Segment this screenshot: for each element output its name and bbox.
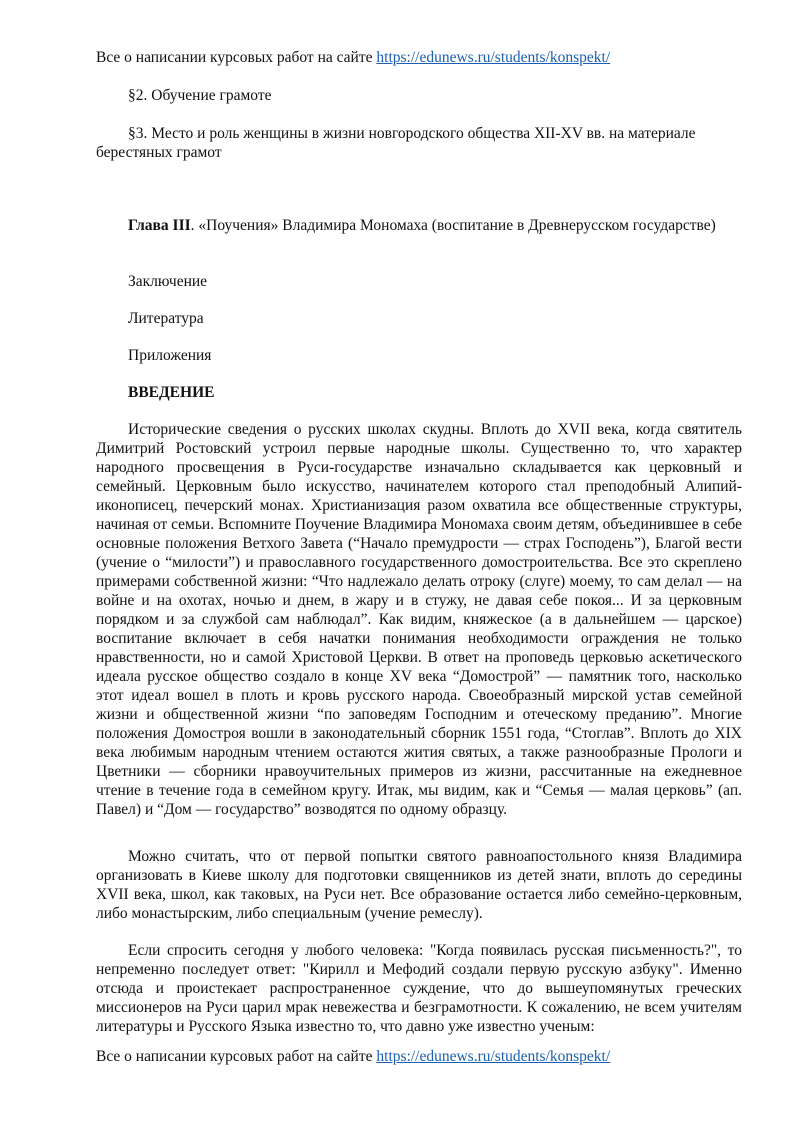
header-link[interactable]: https://edunews.ru/students/konspekt/ xyxy=(376,49,611,66)
header-text: Все о написании курсовых работ на сайте xyxy=(96,49,377,66)
intro-paragraph-3 xyxy=(96,941,742,1036)
intro-paragraph-1 xyxy=(96,420,742,819)
intro-paragraph-2 xyxy=(96,847,742,923)
toc-section-3-line-1: §3. Место и роль женщины в жизни новгородского общества XII-XV вв. на материале xyxy=(128,125,696,142)
paragraph-text: Можно считать, что от первой попытки святого равноапостольного князя Владимира организовать в Киеве школу для подготовки священников из детей знати, вплоть до середины XVII века, школ, как таковых, на Руси нет. Все образование остается либо семейно-церковным, либо монастырским, либо специальным (учение ремеслу). xyxy=(96,848,742,922)
toc-section-2: §2. Обучение грамоте xyxy=(128,87,272,104)
intro-heading: ВВЕДЕНИЕ xyxy=(128,384,215,401)
page-footer xyxy=(96,1047,610,1066)
toc-section-3-line-2: берестяных грамот xyxy=(96,144,222,161)
page-header xyxy=(96,48,610,67)
footer-link[interactable]: https://edunews.ru/students/konspekt/ xyxy=(376,1048,611,1065)
toc-chapter-3 xyxy=(96,216,742,235)
footer-text: Все о написании курсовых работ на сайте xyxy=(96,1048,377,1065)
toc-appendix: Приложения xyxy=(128,347,212,364)
paragraph-text: Исторические сведения о русских школах скудны. Вплоть до XVII века, когда святитель Димитрий Ростовский устроил первые народные школы. Существенно то, что характер народного просвещения в Руси-государстве изначально складывается как церковный и семейный. Церковным было искусство, начинателем которого стал преподобный Алипий-иконописец, печерский монах. Христианизация разом охватила все общественные структуры, начиная от семьи. Вспомните Поучение Владимира Мономаха своим детям, объединившее в себе основные положения Ветхого Завета (“Начало премудрости — страх Господень”), Благой вести (учение о “милости”) и православного государственного домостроительства. Все это скреплено примерами собственной жизни: “Что надлежало делать отроку (слуге) моему, то сам делал — на войне и на охотах, ночью и днем, в жару и в стужу, не давая себе покоя... И за церковным порядком и за службой сам наблюдал”. Как видим, княжеское (а в дальнейшем — царское) воспитание включает в себя начатки понимания необходимости ограждения не только нравственности, но и самой Христовой Церкви. В ответ на проповедь церковью аскетического идеала русское общество создало в конце XV века “Домострой” — памятник того, насколько этот идеал вошел в плоть и кровь русского народа. Своеобразный мирской устав семейной жизни и общественной жизни “по заповедям Господним и отеческому преданию”. Многие положения Домостроя вошли в законодательный сборник 1551 года, “Стоглав”. Вплоть до XIX века любимым народным чтением остаются жития святых, а также разнообразные Прологи и Цветники — сборники нравоучительных примеров из жизни, рассчитанные на ежедневное чтение в течение года в семейном кругу. Итак, мы видим, как и “Семья — малая церковь” (ап. Павел) и “Дом — государство” возводятся по одному образцу. xyxy=(96,421,742,818)
chapter-3-title: . «Поучения» Владимира Мономаха (воспитание в Древнерусском государстве) xyxy=(190,217,716,234)
paragraph-text: Если спросить сегодня у любого человека: "Когда появилась русская письменность?", то непременно последует ответ: "Кирилл и Мефодий создали первую русскую азбуку". Именно отсюда и проистекает распространенное суждение, что до вышеупомянутых греческих миссионеров на Руси царил мрак невежества и безграмотности. К сожалению, не всем учителям литературы и Русского Языка известно то, что давно уже известно ученым: xyxy=(96,942,742,1035)
toc-conclusion: Заключение xyxy=(128,273,208,290)
chapter-3-label: Глава III xyxy=(128,217,191,234)
toc-literature: Литература xyxy=(128,310,204,327)
